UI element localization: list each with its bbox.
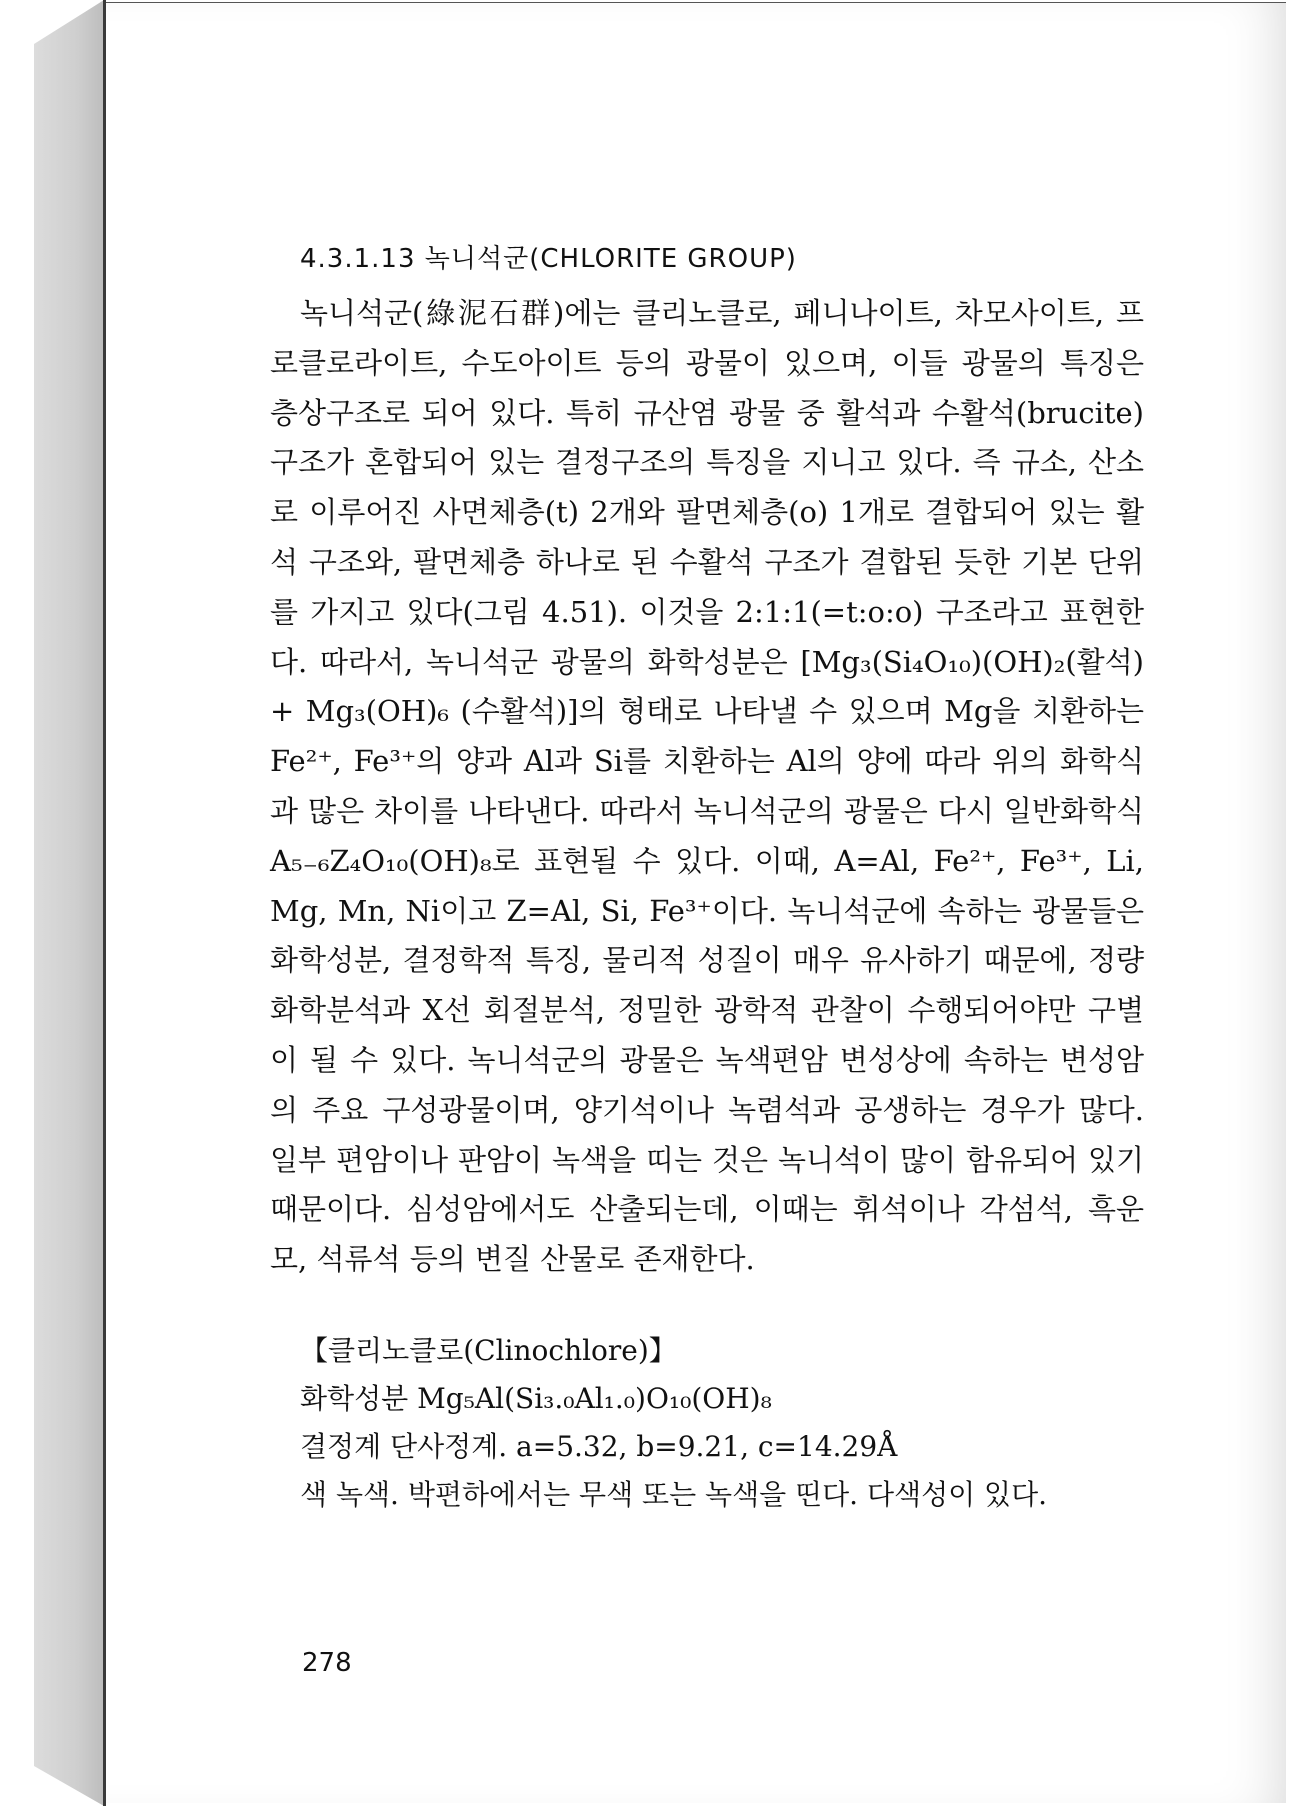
page-content [164,238,1144,1519]
book-spine [34,0,104,1806]
mineral-name: 【클리노클로(Clinochlore)】 [300,1333,677,1367]
section-heading: 4.3.1.13 녹니석군(CHLORITE GROUP) [300,244,797,274]
mineral-entry [300,1327,1144,1519]
page-number: 278 [302,1648,352,1678]
mineral-color: 색 녹색. 박편하에서는 무색 또는 녹색을 띤다. 다색성이 있다. [300,1477,1048,1511]
mineral-composition: 화학성분 Mg₅Al(Si₃.₀Al₁.₀)O₁₀(OH)₈ [300,1381,772,1415]
mineral-crystal-system: 결정계 단사정계. a=5.32, b=9.21, c=14.29Å [300,1429,898,1463]
body-paragraph: 녹니석군(綠泥石群)에는 클리노클로, 페니나이트, 차모사이트, 프로클로라이트, 수도아이트 등의 광물이 있으며, 이들 광물의 특징은 층상구조로 되어 있다. 특히 규산염 광물 중 활석과 수활석(brucite) 구조가 혼합되어 있는 결정구조의 특징을 지니고 있다. 즉 규소, 산소로 이루어진 사면체층(t) 2개와 팔면체층(o) 1개로 결합되어 있는 활석 구조와, 팔면체층 하나로 된 수활석 구조가 결합된 듯한 기본 단위를 가지고 있다(그림 4.51). 이것을 2:1:1(=t:o:o) 구조라고 표현한다. 따라서, 녹니석군 광물의 화학성분은 [Mg₃(Si₄O₁₀)(OH)₂(활석) + Mg₃(OH)₆ (수활석)]의 형태로 나타낼 수 있으며 Mg을 치환하는 Fe²⁺, Fe³⁺의 양과 Al과 Si를 치환하는 Al의 양에 따라 위의 화학식과 많은 차이를 나타낸다. 따라서 녹니석군의 광물은 다시 일반화학식 A₅₋₆Z₄O₁₀(OH)₈로 표현될 수 있다. 이때, A=Al, Fe²⁺, Fe³⁺, Li, Mg, Mn, Ni이고 Z=Al, Si, Fe³⁺이다. 녹니석군에 속하는 광물들은 화학성분, 결정학적 특징, 물리적 성질이 매우 유사하기 때문에, 정량화학분석과 X선 회절분석, 정밀한 광학적 관찰이 수행되어야만 구별이 될 수 있다. 녹니석군의 광물은 녹색편암 변성상에 속하는 변성암의 주요 구성광물이며, 양기석이나 녹렴석과 공생하는 경우가 많다. 일부 편암이나 판암이 녹색을 띠는 것은 녹니석이 많이 함유되어 있기 때문이다. 심성암에서도 산출되는데, 이때는 휘석이나 각섬석, 흑운모, 석류석 등의 변질 산물로 존재한다. [270,296,1144,1277]
